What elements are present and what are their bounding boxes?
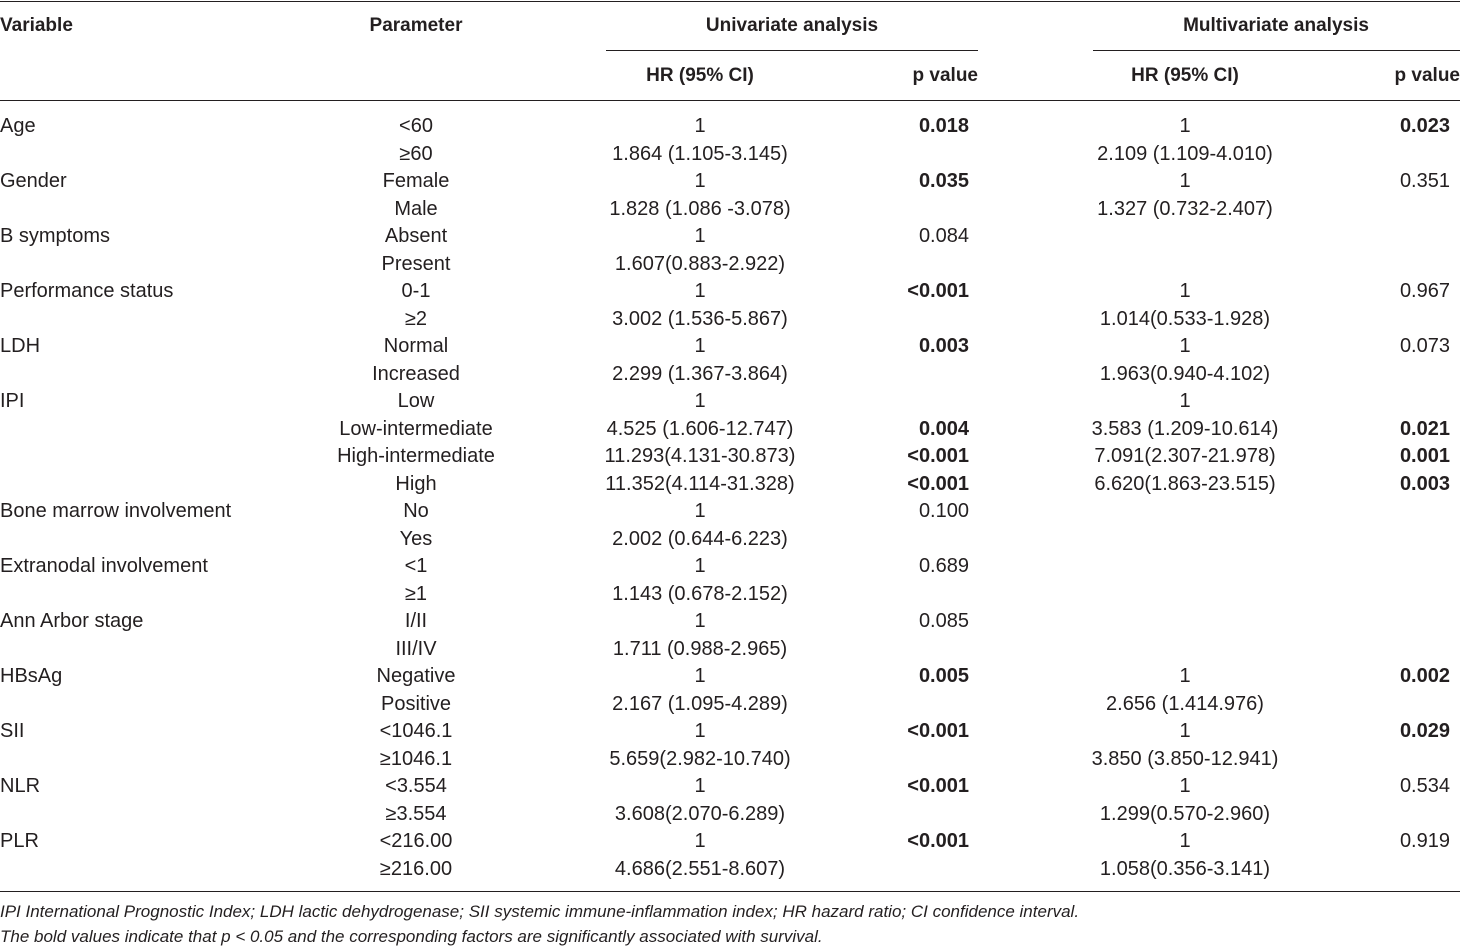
cell-parameter: High-intermediate xyxy=(337,445,495,467)
cell-parameter: <60 xyxy=(399,115,433,137)
cell-hr-univariate: 2.002 (0.644-6.223) xyxy=(612,528,788,550)
cell-p-univariate: 0.005 xyxy=(918,665,969,687)
cell-p-univariate: <0.001 xyxy=(907,445,969,467)
cell-hr-multivariate: 1.327 (0.732-2.407) xyxy=(1097,198,1273,220)
cell-parameter: Present xyxy=(381,253,451,275)
cell-hr-univariate: 4.525 (1.606-12.747) xyxy=(606,418,794,440)
cell-p-multivariate: 0.073 xyxy=(1399,335,1450,357)
cell-parameter: ≥1 xyxy=(404,583,428,605)
cell-hr-univariate: 1.864 (1.105-3.145) xyxy=(612,143,788,165)
cell-variable: Age xyxy=(0,115,36,137)
cell-hr-univariate: 2.167 (1.095-4.289) xyxy=(612,693,788,715)
cell-hr-multivariate: 1 xyxy=(1179,720,1191,742)
cell-p-univariate: <0.001 xyxy=(907,280,969,302)
cell-hr-univariate: 11.352(4.114-31.328) xyxy=(605,473,795,495)
univariate-underline xyxy=(606,50,978,51)
header-univariate: Univariate analysis xyxy=(705,15,879,36)
cell-hr-univariate: 1 xyxy=(694,610,706,632)
cell-parameter: ≥3.554 xyxy=(385,803,447,825)
cell-hr-univariate: 1.607(0.883-2.922) xyxy=(614,253,786,275)
cell-p-multivariate: 0.534 xyxy=(1399,775,1450,797)
cell-parameter: III/IV xyxy=(395,638,437,660)
cell-hr-univariate: 1 xyxy=(694,390,706,412)
cell-hr-univariate: 1 xyxy=(694,830,706,852)
header-p-univariate: p value xyxy=(912,65,978,86)
cell-hr-multivariate: 1.963(0.940-4.102) xyxy=(1099,363,1271,385)
cell-p-univariate: <0.001 xyxy=(907,830,969,852)
footnote-abbreviations: IPI International Prognostic Index; LDH lactic dehydrogenase; SII systemic immune-inflammation index; HR hazard ratio; CI confidence interval. xyxy=(0,902,1080,921)
cell-hr-univariate: 1 xyxy=(694,555,706,577)
cell-parameter: No xyxy=(403,500,429,522)
cell-p-multivariate: 0.029 xyxy=(1399,720,1450,742)
header-multivariate: Multivariate analysis xyxy=(1183,15,1369,36)
cell-parameter: <3.554 xyxy=(385,775,447,797)
cell-hr-univariate: 1.828 (1.086 -3.078) xyxy=(609,198,791,220)
cell-variable: Ann Arbor stage xyxy=(0,610,144,632)
cell-p-univariate: 0.100 xyxy=(918,500,969,522)
table-bottom-rule xyxy=(0,891,1460,892)
cell-parameter: Low-intermediate xyxy=(339,418,493,440)
cell-p-multivariate: 0.002 xyxy=(1399,665,1450,687)
cell-hr-multivariate: 1 xyxy=(1179,665,1191,687)
header-p-multivariate: p value xyxy=(1394,65,1460,86)
cell-variable: Gender xyxy=(0,170,67,192)
cell-parameter: Female xyxy=(382,170,450,192)
cell-hr-multivariate: 2.109 (1.109-4.010) xyxy=(1097,143,1273,165)
cell-parameter: <1 xyxy=(404,555,428,577)
cell-hr-multivariate: 1 xyxy=(1179,115,1191,137)
cell-variable: NLR xyxy=(0,775,41,797)
cell-parameter: <1046.1 xyxy=(379,720,453,742)
cell-hr-multivariate: 1 xyxy=(1179,170,1191,192)
cell-p-univariate: <0.001 xyxy=(907,473,969,495)
cell-hr-multivariate: 1 xyxy=(1179,335,1191,357)
cell-hr-multivariate: 1 xyxy=(1179,280,1191,302)
cell-parameter: Yes xyxy=(399,528,433,550)
cell-p-univariate: <0.001 xyxy=(907,720,969,742)
cell-hr-multivariate: 3.583 (1.209-10.614) xyxy=(1091,418,1279,440)
cell-variable: LDH xyxy=(0,335,41,357)
cell-p-univariate: 0.689 xyxy=(918,555,969,577)
cell-p-multivariate: 0.967 xyxy=(1399,280,1450,302)
cell-hr-univariate: 1 xyxy=(694,225,706,247)
cell-hr-multivariate: 7.091(2.307-21.978) xyxy=(1094,445,1276,467)
header-variable: Variable xyxy=(0,15,73,36)
cell-parameter: 0-1 xyxy=(401,280,431,302)
cell-p-univariate: 0.035 xyxy=(918,170,969,192)
cell-hr-univariate: 1 xyxy=(694,115,706,137)
cell-hr-multivariate: 1 xyxy=(1179,775,1191,797)
cell-hr-univariate: 1 xyxy=(694,775,706,797)
cell-hr-univariate: 1 xyxy=(694,720,706,742)
cell-variable: B symptoms xyxy=(0,225,111,247)
cell-variable: SII xyxy=(0,720,25,742)
cell-hr-multivariate: 1 xyxy=(1179,830,1191,852)
cell-p-univariate: 0.004 xyxy=(918,418,969,440)
cell-parameter: Positive xyxy=(380,693,452,715)
cell-p-multivariate: 0.351 xyxy=(1399,170,1450,192)
multivariate-underline xyxy=(1093,50,1460,51)
cell-parameter: ≥60 xyxy=(399,143,433,165)
cell-hr-univariate: 3.002 (1.536-5.867) xyxy=(612,308,788,330)
cell-parameter: Absent xyxy=(384,225,448,247)
cell-p-multivariate: 0.003 xyxy=(1399,473,1450,495)
cell-parameter: I/II xyxy=(404,610,428,632)
cell-parameter: Low xyxy=(397,390,435,412)
cell-variable: PLR xyxy=(0,830,39,852)
cell-p-multivariate: 0.919 xyxy=(1399,830,1450,852)
cell-hr-univariate: 1.711 (0.988-2.965) xyxy=(612,638,788,660)
cell-parameter: <216.00 xyxy=(379,830,453,852)
cell-hr-univariate: 3.608(2.070-6.289) xyxy=(614,803,786,825)
cell-parameter: High xyxy=(395,473,437,495)
cell-hr-multivariate: 6.620(1.863-23.515) xyxy=(1094,473,1276,495)
table-top-rule xyxy=(0,1,1460,2)
cell-parameter: Male xyxy=(394,198,438,220)
header-parameter: Parameter xyxy=(369,15,463,36)
cell-parameter: Negative xyxy=(376,665,456,687)
cell-p-univariate: <0.001 xyxy=(907,775,969,797)
cell-hr-univariate: 2.299 (1.367-3.864) xyxy=(612,363,788,385)
cell-variable: IPI xyxy=(0,390,25,412)
cell-hr-univariate: 1 xyxy=(694,500,706,522)
cell-hr-multivariate: 1.058(0.356-3.141) xyxy=(1099,858,1271,880)
cell-parameter: Normal xyxy=(383,335,449,357)
cell-parameter: ≥2 xyxy=(404,308,428,330)
header-hr-univariate: HR (95% CI) xyxy=(646,65,754,86)
cell-variable: Performance status xyxy=(0,280,174,302)
cell-hr-univariate: 11.293(4.131-30.873) xyxy=(604,445,796,467)
header-bottom-rule xyxy=(0,100,1460,101)
cell-hr-multivariate: 3.850 (3.850-12.941) xyxy=(1091,748,1279,770)
cell-hr-univariate: 1 xyxy=(694,665,706,687)
cell-hr-univariate: 1 xyxy=(694,280,706,302)
cell-parameter: ≥216.00 xyxy=(379,858,453,880)
footnote-bold-note: The bold values indicate that p < 0.05 and the corresponding factors are significantly associated with survival. xyxy=(0,927,823,946)
cell-hr-univariate: 1 xyxy=(694,335,706,357)
cell-hr-multivariate: 2.656 (1.414.976) xyxy=(1106,693,1264,715)
cell-parameter: ≥1046.1 xyxy=(379,748,453,770)
cell-p-univariate: 0.018 xyxy=(918,115,969,137)
cell-parameter: Increased xyxy=(372,363,460,385)
cell-p-multivariate: 0.021 xyxy=(1399,418,1450,440)
cell-hr-multivariate: 1.014(0.533-1.928) xyxy=(1099,308,1271,330)
header-hr-multivariate: HR (95% CI) xyxy=(1131,65,1239,86)
cell-p-univariate: 0.085 xyxy=(918,610,969,632)
cell-hr-univariate: 1 xyxy=(694,170,706,192)
cell-p-multivariate: 0.001 xyxy=(1399,445,1450,467)
cell-p-multivariate: 0.023 xyxy=(1399,115,1450,137)
cell-hr-multivariate: 1 xyxy=(1179,390,1191,412)
cell-hr-multivariate: 1.299(0.570-2.960) xyxy=(1099,803,1271,825)
cell-hr-univariate: 4.686(2.551-8.607) xyxy=(614,858,786,880)
cell-variable: HBsAg xyxy=(0,665,63,687)
cell-variable: Extranodal involvement xyxy=(0,555,208,577)
cell-hr-univariate: 5.659(2.982-10.740) xyxy=(609,748,791,770)
cell-p-univariate: 0.084 xyxy=(918,225,969,247)
cell-hr-univariate: 1.143 (0.678-2.152) xyxy=(612,583,788,605)
cell-variable: Bone marrow involvement xyxy=(0,500,232,522)
cell-p-univariate: 0.003 xyxy=(918,335,969,357)
